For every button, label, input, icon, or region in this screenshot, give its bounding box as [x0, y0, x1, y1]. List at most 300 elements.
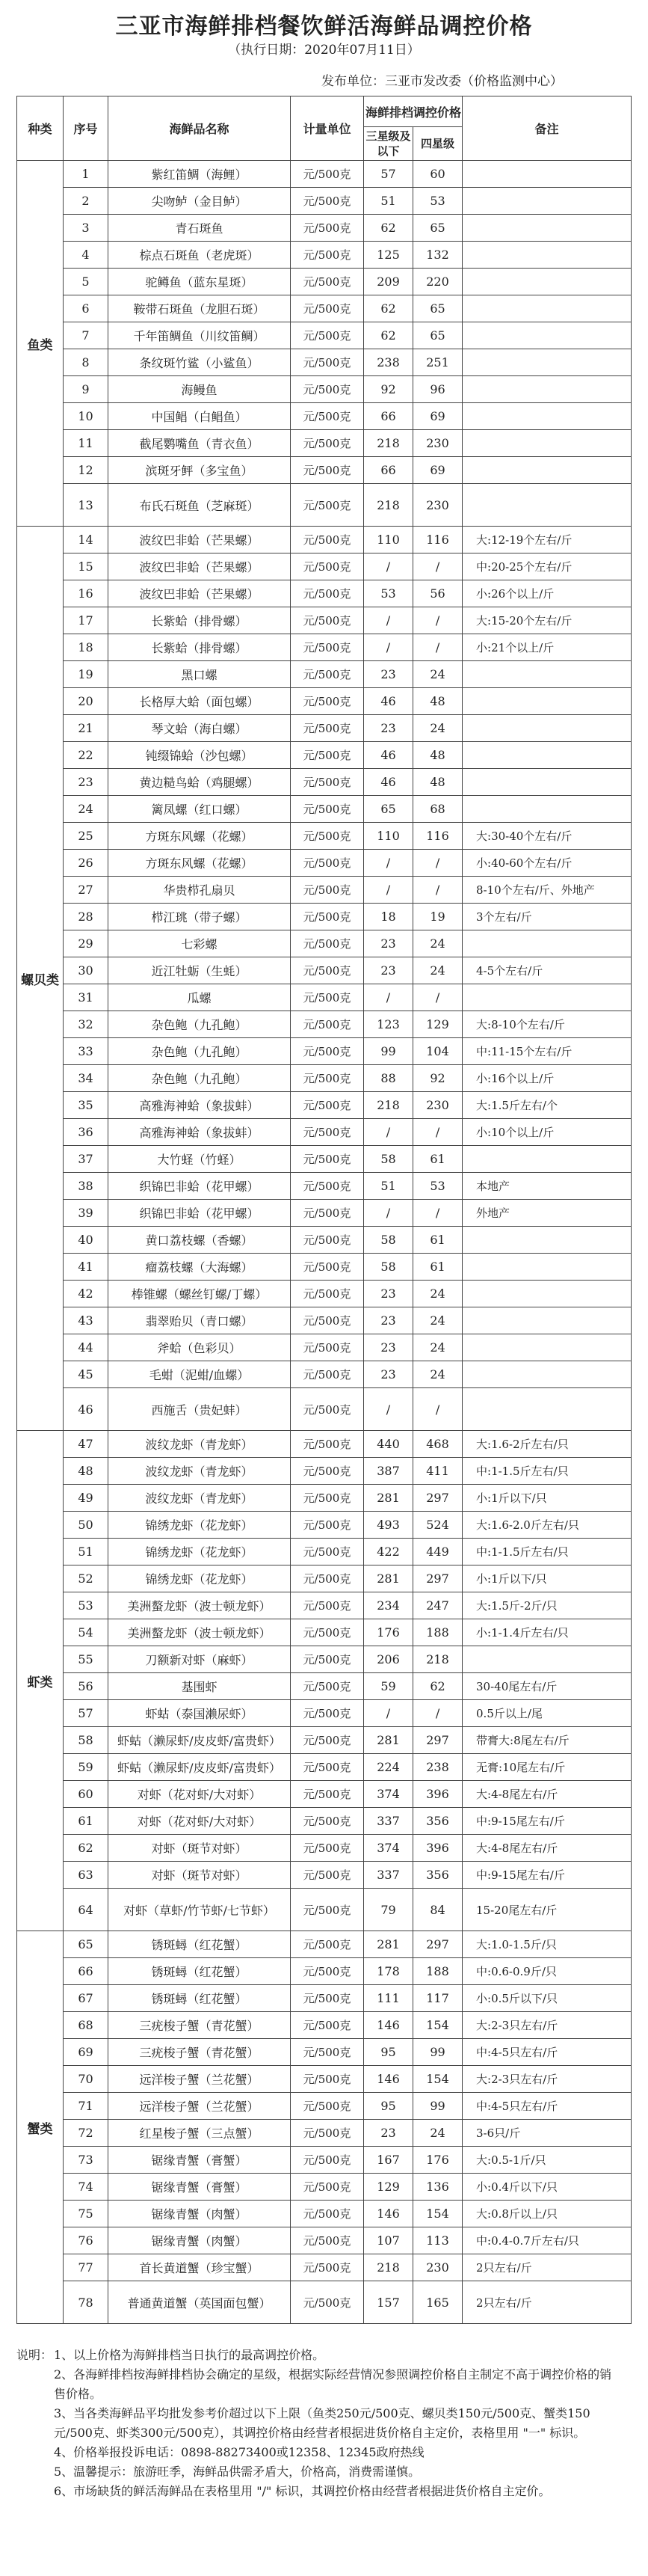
price-low-cell: 79 — [364, 1889, 413, 1931]
price-high-cell: / — [413, 1200, 463, 1227]
unit-cell: 元/500克 — [291, 2227, 364, 2254]
note-cell — [463, 1388, 632, 1431]
note-cell — [463, 484, 632, 527]
table-row — [17, 1200, 632, 1227]
unit-cell: 元/500克 — [291, 457, 364, 484]
name-cell: 琴文蛤（海白螺） — [108, 715, 291, 742]
index-cell: 18 — [64, 634, 108, 661]
index-cell: 33 — [64, 1038, 108, 1065]
index-cell: 19 — [64, 661, 108, 688]
table-row — [17, 2227, 632, 2254]
note-cell — [463, 1334, 632, 1361]
price-low-cell: 95 — [364, 2039, 413, 2066]
table-row — [17, 1673, 632, 1700]
index-cell: 26 — [64, 850, 108, 877]
name-cell: 黄边糙鸟蛤（鸡腿螺） — [108, 769, 291, 796]
note-cell: 本地产 — [463, 1173, 632, 1200]
table-row — [17, 1431, 632, 1458]
note-cell — [463, 1254, 632, 1281]
index-cell: 78 — [64, 2281, 108, 2324]
unit-cell: 元/500克 — [291, 1889, 364, 1931]
price-high-cell: 24 — [413, 1334, 463, 1361]
note-cell: 4-5个左右/斤 — [463, 957, 632, 984]
table-row — [17, 2066, 632, 2093]
price-high-cell: 69 — [413, 403, 463, 430]
price-high-cell: 65 — [413, 322, 463, 349]
price-low-cell: 234 — [364, 1592, 413, 1619]
table-row — [17, 2201, 632, 2227]
table-row — [17, 403, 632, 430]
table-row — [17, 322, 632, 349]
price-low-cell: 88 — [364, 1065, 413, 1092]
price-low-cell: 167 — [364, 2147, 413, 2174]
note-cell — [463, 161, 632, 188]
note-cell: 8-10个左右/斤、外地产 — [463, 877, 632, 904]
table-row — [17, 2281, 632, 2324]
unit-cell: 元/500克 — [291, 1512, 364, 1539]
table-row — [17, 527, 632, 553]
index-cell: 62 — [64, 1835, 108, 1862]
table-row — [17, 1227, 632, 1254]
index-cell: 16 — [64, 580, 108, 607]
table-row — [17, 823, 632, 850]
price-low-cell: 374 — [364, 1781, 413, 1808]
price-low-cell: 92 — [364, 376, 413, 403]
price-high-cell: 356 — [413, 1808, 463, 1835]
index-cell: 4 — [64, 242, 108, 269]
price-high-cell: 396 — [413, 1835, 463, 1862]
unit-cell: 元/500克 — [291, 1431, 364, 1458]
price-high-cell: 48 — [413, 742, 463, 769]
table-row — [17, 1565, 632, 1592]
price-low-cell: 23 — [364, 661, 413, 688]
name-cell: 首长黄道蟹（珍宝蟹） — [108, 2254, 291, 2281]
price-low-cell: 125 — [364, 242, 413, 269]
name-cell: 杂色鲍（九孔鲍） — [108, 1065, 291, 1092]
table-row — [17, 1754, 632, 1781]
name-cell: 三疣梭子蟹（青花蟹） — [108, 2039, 291, 2066]
note-cell: 小:16个以上/斤 — [463, 1065, 632, 1092]
name-cell: 瓜螺 — [108, 984, 291, 1011]
index-cell: 63 — [64, 1862, 108, 1889]
price-high-cell: 117 — [413, 1985, 463, 2012]
index-cell: 52 — [64, 1565, 108, 1592]
price-high-cell: 154 — [413, 2066, 463, 2093]
price-low-cell: / — [364, 1700, 413, 1727]
note-cell: 小:0.4斤以下/只 — [463, 2174, 632, 2201]
index-cell: 72 — [64, 2120, 108, 2147]
unit-cell: 元/500克 — [291, 1281, 364, 1307]
note-cell: 中:1-1.5斤左右/只 — [463, 1458, 632, 1485]
price-high-cell: 449 — [413, 1539, 463, 1565]
unit-cell: 元/500克 — [291, 984, 364, 1011]
price-low-cell: 110 — [364, 823, 413, 850]
note-cell: 大:2-3只左右/斤 — [463, 2012, 632, 2039]
unit-cell: 元/500克 — [291, 2039, 364, 2066]
price-high-cell: 129 — [413, 1011, 463, 1038]
index-cell: 71 — [64, 2093, 108, 2120]
note-cell — [463, 430, 632, 457]
price-high-cell: 297 — [413, 1931, 463, 1958]
name-cell: 锈斑蟳（红花蟹） — [108, 1958, 291, 1985]
price-high-cell: 188 — [413, 1619, 463, 1646]
unit-cell: 元/500克 — [291, 877, 364, 904]
price-low-cell: 51 — [364, 1173, 413, 1200]
notes-item-1 — [16, 2346, 622, 2365]
unit-cell: 元/500克 — [291, 1592, 364, 1619]
publisher: 发布单位：三亚市发改委（价格监测中心） — [321, 74, 563, 89]
name-cell: 近江牡蛎（生蚝） — [108, 957, 291, 984]
index-cell: 28 — [64, 904, 108, 930]
index-cell: 25 — [64, 823, 108, 850]
index-cell: 49 — [64, 1485, 108, 1512]
unit-cell: 元/500克 — [291, 930, 364, 957]
price-high-cell: / — [413, 553, 463, 580]
unit-cell: 元/500克 — [291, 527, 364, 553]
table-row — [17, 215, 632, 242]
price-low-cell: 66 — [364, 457, 413, 484]
document-title: 三亚市海鲜排档餐饮鲜活海鲜品调控价格 — [115, 13, 533, 40]
table-row — [17, 1539, 632, 1565]
index-cell: 43 — [64, 1307, 108, 1334]
table-row — [17, 1931, 632, 1958]
table-row — [17, 295, 632, 322]
note-cell: 0.5斤以上/尾 — [463, 1700, 632, 1727]
index-cell: 3 — [64, 215, 108, 242]
note-cell: 大:30-40个左右/斤 — [463, 823, 632, 850]
index-cell: 29 — [64, 930, 108, 957]
price-high-cell: 62 — [413, 1673, 463, 1700]
index-cell: 75 — [64, 2201, 108, 2227]
unit-cell: 元/500克 — [291, 188, 364, 215]
name-cell: 毛蚶（泥蚶/血螺） — [108, 1361, 291, 1388]
table-row — [17, 1862, 632, 1889]
name-cell: 千年笛鲷鱼（川纹笛鲷） — [108, 322, 291, 349]
price-low-cell: 51 — [364, 188, 413, 215]
unit-cell: 元/500克 — [291, 634, 364, 661]
table-row — [17, 1254, 632, 1281]
table-row — [17, 1512, 632, 1539]
table-row — [17, 984, 632, 1011]
price-low-cell: 23 — [364, 1361, 413, 1388]
table-row — [17, 1808, 632, 1835]
index-cell: 39 — [64, 1200, 108, 1227]
note-cell — [463, 1646, 632, 1673]
index-cell: 15 — [64, 553, 108, 580]
table-row — [17, 1619, 632, 1646]
index-cell: 9 — [64, 376, 108, 403]
price-high-cell: 53 — [413, 188, 463, 215]
note-cell: 中:9-15尾左右/斤 — [463, 1808, 632, 1835]
price-high-cell: / — [413, 850, 463, 877]
price-high-cell: 524 — [413, 1512, 463, 1539]
price-low-cell: 337 — [364, 1808, 413, 1835]
price-high-cell: 24 — [413, 1361, 463, 1388]
price-high-cell: 56 — [413, 580, 463, 607]
name-cell: 七彩螺 — [108, 930, 291, 957]
note-cell — [463, 1146, 632, 1173]
index-cell: 56 — [64, 1673, 108, 1700]
note-cell — [463, 1307, 632, 1334]
price-low-cell: 146 — [364, 2066, 413, 2093]
price-high-cell: 99 — [413, 2039, 463, 2066]
price-low-cell: / — [364, 850, 413, 877]
notes-text: 4、价格举报投诉电话：0898-88273400或12358、12345政府热线 — [54, 2445, 425, 2459]
unit-cell: 元/500克 — [291, 580, 364, 607]
name-cell: 方斑东风螺（花螺） — [108, 850, 291, 877]
note-cell: 3-6只/斤 — [463, 2120, 632, 2147]
index-cell: 34 — [64, 1065, 108, 1092]
price-low-cell: 53 — [364, 580, 413, 607]
unit-cell: 元/500克 — [291, 1200, 364, 1227]
index-cell: 48 — [64, 1458, 108, 1485]
unit-cell: 元/500克 — [291, 2066, 364, 2093]
notes-text: 3、当各类海鲜品平均批发参考价超过以下上限（鱼类250元/500克、螺贝类150元/500克、蟹类150元/500克、虾类300元/500克），其调控价格由经营者根据进货价格自主定价，表格里用 "一" 标识。 — [54, 2406, 590, 2440]
name-cell: 锯缘青蟹（肉蟹） — [108, 2201, 291, 2227]
unit-cell: 元/500克 — [291, 430, 364, 457]
unit-cell: 元/500克 — [291, 376, 364, 403]
table-row — [17, 2012, 632, 2039]
unit-cell: 元/500克 — [291, 349, 364, 376]
unit-cell: 元/500克 — [291, 1038, 364, 1065]
price-low-cell: 23 — [364, 957, 413, 984]
unit-cell: 元/500克 — [291, 1619, 364, 1646]
note-cell — [463, 1361, 632, 1388]
price-high-cell: 19 — [413, 904, 463, 930]
price-low-cell: 224 — [364, 1754, 413, 1781]
note-cell: 中:20-25个左右/斤 — [463, 553, 632, 580]
index-cell: 60 — [64, 1781, 108, 1808]
index-cell: 58 — [64, 1727, 108, 1754]
name-cell: 截尾鹦嘴鱼（青衣鱼） — [108, 430, 291, 457]
index-cell: 55 — [64, 1646, 108, 1673]
table-row — [17, 484, 632, 527]
name-cell: 钝缀锦蛤（沙包螺） — [108, 742, 291, 769]
price-low-cell: 58 — [364, 1254, 413, 1281]
name-cell: 波纹龙虾（青龙虾） — [108, 1458, 291, 1485]
price-low-cell: 374 — [364, 1835, 413, 1862]
note-cell — [463, 984, 632, 1011]
price-low-cell: 281 — [364, 1931, 413, 1958]
price-high-cell: 24 — [413, 1307, 463, 1334]
table-row — [17, 1985, 632, 2012]
name-cell: 紫红笛鲷（海鲤） — [108, 161, 291, 188]
table-row — [17, 661, 632, 688]
notes-text: 1、以上价格为海鲜排档当日执行的最高调控价格。 — [54, 2348, 325, 2362]
unit-cell: 元/500克 — [291, 607, 364, 634]
name-cell: 远洋梭子蟹（兰花蟹） — [108, 2066, 291, 2093]
price-high-cell: 411 — [413, 1458, 463, 1485]
unit-cell: 元/500克 — [291, 2147, 364, 2174]
name-cell: 斧蛤（色彩贝） — [108, 1334, 291, 1361]
price-low-cell: / — [364, 553, 413, 580]
index-cell: 66 — [64, 1958, 108, 1985]
name-cell: 杂色鲍（九孔鲍） — [108, 1038, 291, 1065]
note-cell — [463, 322, 632, 349]
notes-item-5 — [16, 2462, 622, 2482]
note-cell: 中:0.6-0.9斤/只 — [463, 1958, 632, 1985]
unit-cell: 元/500克 — [291, 1958, 364, 1985]
price-low-cell: / — [364, 1200, 413, 1227]
unit-cell: 元/500克 — [291, 1835, 364, 1862]
price-high-cell: 230 — [413, 2254, 463, 2281]
index-cell: 57 — [64, 1700, 108, 1727]
table-row — [17, 457, 632, 484]
index-cell: 67 — [64, 1985, 108, 2012]
name-cell: 三疣梭子蟹（青花蟹） — [108, 2012, 291, 2039]
price-low-cell: / — [364, 634, 413, 661]
unit-cell: 元/500克 — [291, 1485, 364, 1512]
category-cell: 蟹类 — [17, 1931, 64, 2324]
name-cell: 锦绣龙虾（花龙虾） — [108, 1539, 291, 1565]
unit-cell: 元/500克 — [291, 1754, 364, 1781]
header-price-high: 四星级 — [413, 127, 463, 161]
price-high-cell: 24 — [413, 2120, 463, 2147]
index-cell: 70 — [64, 2066, 108, 2093]
index-cell: 22 — [64, 742, 108, 769]
price-low-cell: 18 — [364, 904, 413, 930]
unit-cell: 元/500克 — [291, 1307, 364, 1334]
name-cell: 高雅海神蛤（象拔蚌） — [108, 1119, 291, 1146]
table-row — [17, 1700, 632, 1727]
name-cell: 西施舌（贵妃蚌） — [108, 1388, 291, 1431]
name-cell: 黄口荔枝螺（香螺） — [108, 1227, 291, 1254]
notes-text: 2、各海鲜排档按海鲜排档协会确定的星级，根据实际经营情况参照调控价格自主制定不高于调控价格的销售价格。 — [54, 2367, 612, 2401]
price-high-cell: 136 — [413, 2174, 463, 2201]
price-high-cell: 48 — [413, 769, 463, 796]
note-cell: 外地产 — [463, 1200, 632, 1227]
note-cell: 小:1斤以下/只 — [463, 1485, 632, 1512]
price-high-cell: 116 — [413, 527, 463, 553]
price-high-cell: 61 — [413, 1146, 463, 1173]
price-high-cell: 60 — [413, 161, 463, 188]
note-cell: 大:15-20个左右/斤 — [463, 607, 632, 634]
header-index: 序号 — [64, 96, 108, 161]
unit-cell: 元/500克 — [291, 1808, 364, 1835]
name-cell: 棒锥螺（螺丝钉螺/丁螺） — [108, 1281, 291, 1307]
price-low-cell: 110 — [364, 527, 413, 553]
unit-cell: 元/500克 — [291, 1727, 364, 1754]
price-high-cell: 165 — [413, 2281, 463, 2324]
price-high-cell: 24 — [413, 957, 463, 984]
price-low-cell: 46 — [364, 742, 413, 769]
note-cell — [463, 349, 632, 376]
table-row — [17, 688, 632, 715]
name-cell: 高雅海神蛤（象拔蚌） — [108, 1092, 291, 1119]
index-cell: 59 — [64, 1754, 108, 1781]
price-low-cell: 209 — [364, 269, 413, 295]
table-row — [17, 607, 632, 634]
note-cell — [463, 661, 632, 688]
unit-cell: 元/500克 — [291, 403, 364, 430]
price-high-cell: 104 — [413, 1038, 463, 1065]
price-low-cell: 65 — [364, 796, 413, 823]
price-high-cell: 297 — [413, 1485, 463, 1512]
price-low-cell: / — [364, 1119, 413, 1146]
index-cell: 53 — [64, 1592, 108, 1619]
table-row — [17, 1388, 632, 1431]
price-low-cell: 440 — [364, 1431, 413, 1458]
name-cell: 驼鳟鱼（蓝东星斑） — [108, 269, 291, 295]
index-cell: 24 — [64, 796, 108, 823]
price-high-cell: 396 — [413, 1781, 463, 1808]
price-high-cell: 230 — [413, 430, 463, 457]
header-unit: 计量单位 — [291, 96, 364, 161]
name-cell: 青石斑鱼 — [108, 215, 291, 242]
note-cell: 小:21个以上/斤 — [463, 634, 632, 661]
table-row — [17, 1835, 632, 1862]
price-low-cell: 46 — [364, 688, 413, 715]
index-cell: 17 — [64, 607, 108, 634]
index-cell: 64 — [64, 1889, 108, 1931]
table-row — [17, 161, 632, 188]
unit-cell: 元/500克 — [291, 2174, 364, 2201]
price-table — [16, 96, 632, 2324]
table-row — [17, 1458, 632, 1485]
unit-cell: 元/500克 — [291, 1700, 364, 1727]
price-high-cell: 218 — [413, 1646, 463, 1673]
name-cell: 锯缘青蟹（肉蟹） — [108, 2227, 291, 2254]
notes-section — [16, 2346, 622, 2501]
index-cell: 65 — [64, 1931, 108, 1958]
note-cell — [463, 242, 632, 269]
name-cell: 普通黄道蟹（英国面包蟹） — [108, 2281, 291, 2324]
unit-cell: 元/500克 — [291, 823, 364, 850]
table-row — [17, 1092, 632, 1119]
index-cell: 11 — [64, 430, 108, 457]
name-cell: 虾蛄（濑尿虾/皮皮虾/富贵虾） — [108, 1727, 291, 1754]
price-low-cell: 493 — [364, 1512, 413, 1539]
name-cell: 刀额新对虾（麻虾） — [108, 1646, 291, 1673]
unit-cell: 元/500克 — [291, 2012, 364, 2039]
name-cell: 对虾（花对虾/大对虾） — [108, 1781, 291, 1808]
table-row — [17, 1065, 632, 1092]
note-cell: 大:4-8尾左右/斤 — [463, 1781, 632, 1808]
unit-cell: 元/500克 — [291, 1862, 364, 1889]
price-high-cell: 251 — [413, 349, 463, 376]
price-high-cell: 230 — [413, 484, 463, 527]
price-high-cell: 24 — [413, 661, 463, 688]
unit-cell: 元/500克 — [291, 1985, 364, 2012]
price-low-cell: 23 — [364, 1281, 413, 1307]
note-cell: 2只左右/斤 — [463, 2281, 632, 2324]
price-low-cell: 238 — [364, 349, 413, 376]
table-row — [17, 1592, 632, 1619]
index-cell: 8 — [64, 349, 108, 376]
note-cell — [463, 457, 632, 484]
unit-cell: 元/500克 — [291, 2201, 364, 2227]
unit-cell: 元/500克 — [291, 1931, 364, 1958]
price-high-cell: 68 — [413, 796, 463, 823]
index-cell: 54 — [64, 1619, 108, 1646]
table-row — [17, 1361, 632, 1388]
note-cell — [463, 930, 632, 957]
table-row — [17, 1889, 632, 1931]
unit-cell: 元/500克 — [291, 1119, 364, 1146]
name-cell: 海鳗鱼 — [108, 376, 291, 403]
price-high-cell: 188 — [413, 1958, 463, 1985]
index-cell: 23 — [64, 769, 108, 796]
note-cell — [463, 269, 632, 295]
unit-cell: 元/500克 — [291, 2120, 364, 2147]
unit-cell: 元/500克 — [291, 322, 364, 349]
unit-cell: 元/500克 — [291, 2281, 364, 2324]
unit-cell: 元/500克 — [291, 1092, 364, 1119]
name-cell: 长格厚大蛤（面包螺） — [108, 688, 291, 715]
table-row — [17, 1173, 632, 1200]
index-cell: 61 — [64, 1808, 108, 1835]
index-cell: 6 — [64, 295, 108, 322]
